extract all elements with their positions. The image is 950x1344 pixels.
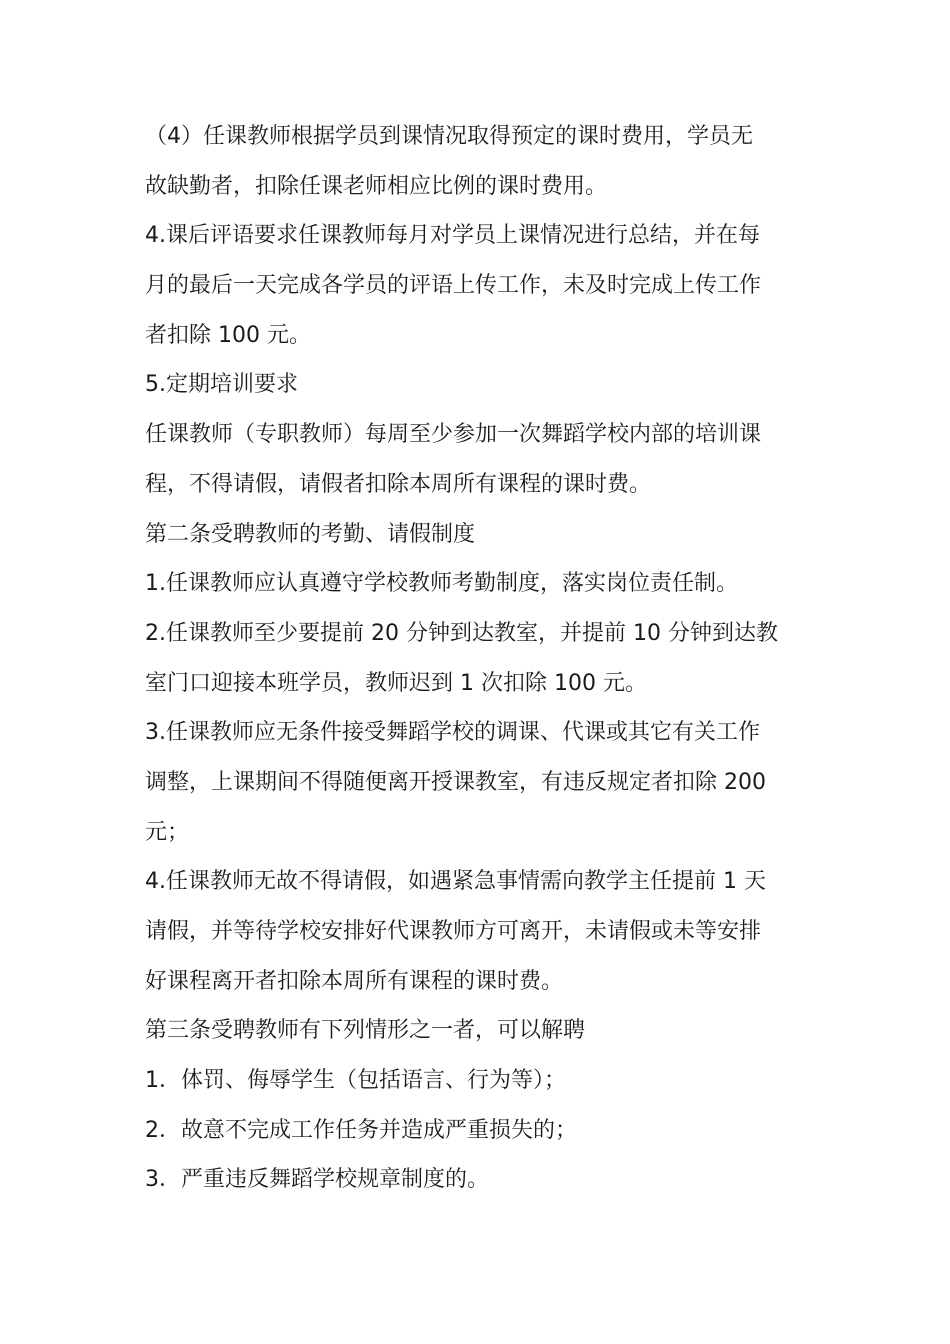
paragraph-evaluation [145,211,810,360]
text-line: 5.定期培训要求 [145,372,298,398]
text-line: 4.课后评语要求任课教师每月对学员上课情况进行总结，并在每 [145,223,760,249]
text-line: 2.任课教师至少要提前 20 分钟到达教室，并提前 10 分钟到达教 [145,620,778,646]
list-item-attendance-3 [145,708,810,857]
text-line: 第二条受聘教师的考勤、请假制度 [145,521,476,547]
paragraph-training [145,410,810,509]
paragraph-teacher-fee [145,112,810,211]
text-line: （4）任课教师根据学员到课情况取得预定的课时费用，学员无 [145,124,753,149]
text-line: 1.任课教师应认真遵守学校教师考勤制度，落实岗位责任制。 [145,571,738,597]
text-line: 者扣除 100 元。 [145,322,311,348]
text-line: 1．体罚、侮辱学生（包括语言、行为等）； [145,1068,566,1094]
article-heading-attendance [145,510,810,560]
text-line: 月的最后一天完成各学员的评语上传工作，未及时完成上传工作 [145,273,762,299]
list-item-attendance-2 [145,609,810,708]
text-line: 程，不得请假，请假者扣除本周所有课程的课时费。 [145,471,652,497]
text-line: 3．严重违反舞蹈学校规章制度的。 [145,1167,489,1193]
text-line: 第三条受聘教师有下列情形之一者，可以解聘 [145,1018,586,1044]
article-heading-dismissal [145,1006,810,1056]
text-line: 故缺勤者，扣除任课老师相应比例的课时费用。 [145,173,608,199]
text-line: 好课程离开者扣除本周所有课程的课时费。 [145,968,564,994]
text-line: 任课教师（专职教师）每周至少参加一次舞蹈学校内部的培训课 [145,422,762,448]
text-line: 4.任课教师无故不得请假，如遇紧急事情需向教学主任提前 1 天 [145,869,766,895]
section-heading-training [145,360,810,410]
list-item-attendance-1 [145,559,810,609]
text-line: 室门口迎接本班学员，教师迟到 1 次扣除 100 元。 [145,670,647,696]
list-item-attendance-4 [145,857,810,1006]
text-line: 2．故意不完成工作任务并造成严重损失的； [145,1117,577,1143]
text-line: 元； [145,819,190,845]
list-item-dismissal-2 [145,1106,810,1156]
list-item-dismissal-3 [145,1155,810,1205]
document-body [145,112,810,1205]
text-line: 调整，上课期间不得随便离开授课教室，有违反规定者扣除 200 [145,769,766,795]
list-item-dismissal-1 [145,1056,810,1106]
text-line: 3.任课教师应无条件接受舞蹈学校的调课、代课或其它有关工作 [145,720,760,746]
text-line: 请假，并等待学校安排好代课教师方可离开，未请假或未等安排 [145,919,762,944]
